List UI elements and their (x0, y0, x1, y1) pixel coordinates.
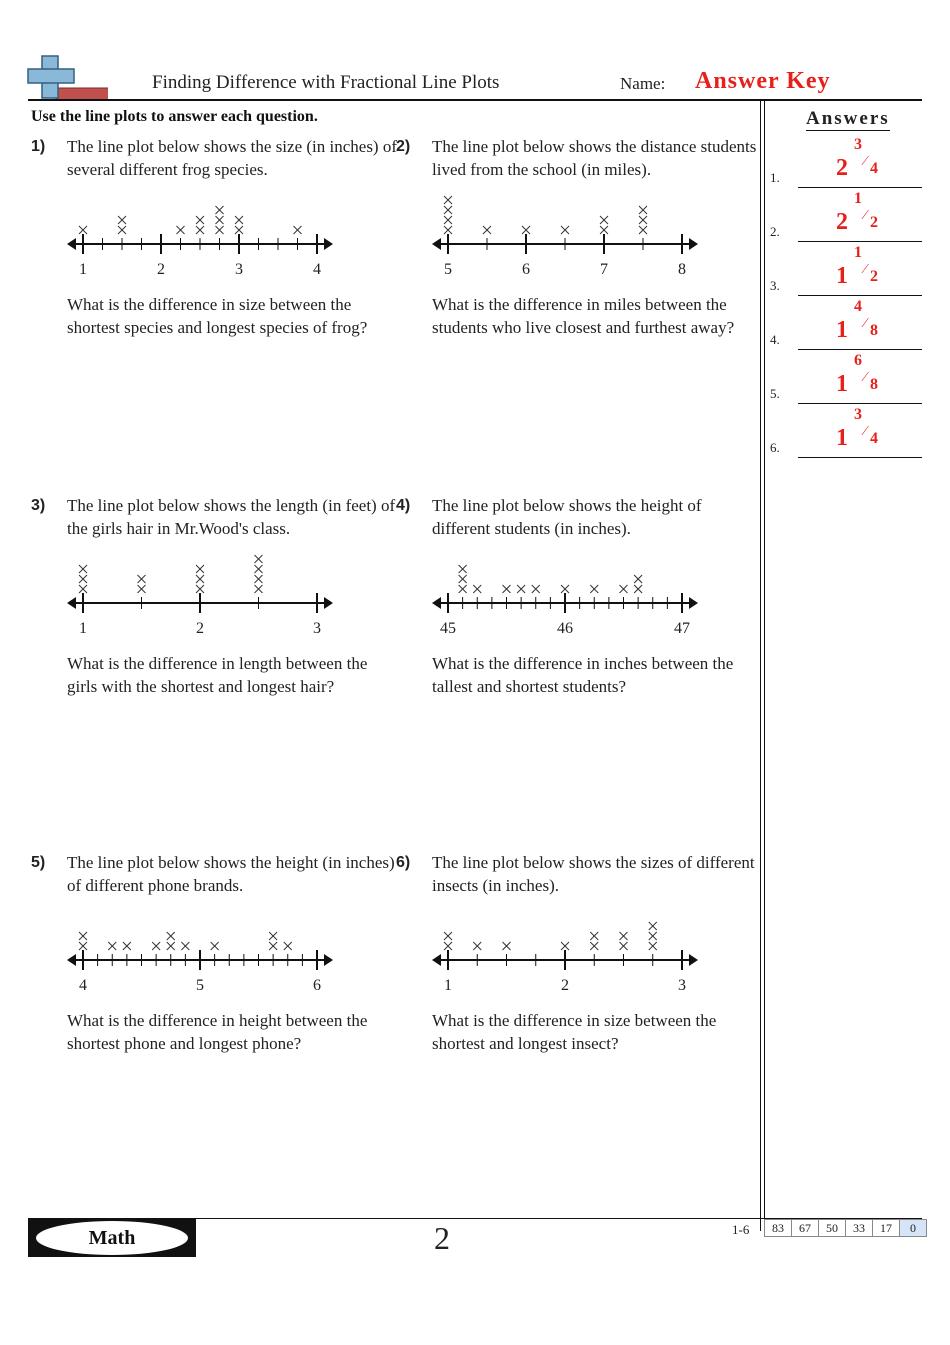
data-mark-x (483, 226, 491, 234)
answer-numerator: 6 (854, 352, 862, 369)
name-label: Name: (620, 74, 666, 93)
line-plot (65, 188, 345, 278)
question-intro: The line plot below shows the height of different students (in inches). (432, 496, 702, 538)
data-mark-x (269, 932, 277, 940)
data-mark-x (196, 585, 204, 593)
question-prompt: What is the difference in size between the shortest and longest insect? (432, 1011, 717, 1053)
answer-whole: 1 (836, 263, 848, 289)
answer-denominator: 4 (870, 430, 878, 447)
answer-numerator: 3 (854, 136, 862, 153)
data-mark-x (216, 206, 224, 214)
line-plot (430, 188, 710, 278)
data-mark-x (561, 942, 569, 950)
data-mark-x (167, 942, 175, 950)
data-mark-x (108, 942, 116, 950)
answer-number: 1. (770, 170, 780, 185)
data-mark-x (639, 206, 647, 214)
answer-number: 6. (770, 440, 780, 455)
score-range: 1-6 (732, 1222, 750, 1237)
data-mark-x (79, 932, 87, 940)
tick-label: 6 (313, 977, 321, 994)
question-number: 2) (396, 138, 411, 155)
question-number: 3) (31, 497, 46, 514)
answer-number: 4. (770, 332, 780, 347)
data-mark-x (444, 942, 452, 950)
data-mark-x (255, 575, 263, 583)
data-mark-x (196, 216, 204, 224)
arrow-right-icon (324, 238, 333, 250)
arrow-left-icon (432, 597, 441, 609)
data-mark-x (211, 942, 219, 950)
question-prompt: What is the difference in size between the shortest species and longest species of frog? (67, 295, 368, 337)
tick-label: 47 (674, 620, 690, 637)
data-mark-x (590, 942, 598, 950)
page-title: Finding Difference with Fractional Line Plots (152, 72, 500, 93)
instructions: Use the line plots to answer each question. (31, 108, 318, 125)
data-mark-x (79, 585, 87, 593)
question-prompt: What is the difference in miles between the students who live closest and furthest away? (432, 295, 735, 337)
data-mark-x (138, 585, 146, 593)
arrow-right-icon (689, 597, 698, 609)
tick-label: 3 (235, 261, 243, 278)
answer-row (770, 300, 922, 350)
data-mark-x (196, 565, 204, 573)
line-plot (430, 904, 710, 994)
answer-line (798, 241, 922, 242)
question-prompt: What is the difference in height between the shortest phone and longest phone? (67, 1011, 368, 1053)
math-badge-label: Math (36, 1221, 188, 1255)
tick-label: 5 (444, 261, 452, 278)
data-mark-x (269, 942, 277, 950)
data-mark-x (181, 942, 189, 950)
answer-denominator: 2 (870, 268, 878, 285)
data-mark-x (255, 585, 263, 593)
question-intro: The line plot below shows the size (in inches) of several different frog species. (67, 137, 398, 179)
data-mark-x (196, 226, 204, 234)
data-mark-x (517, 585, 525, 593)
answer-numerator: 1 (854, 244, 862, 261)
tick-label: 2 (157, 261, 165, 278)
tick-label: 46 (557, 620, 573, 637)
score-cell: 0 (900, 1220, 926, 1236)
data-mark-x (649, 932, 657, 940)
data-mark-x (532, 585, 540, 593)
data-mark-x (639, 226, 647, 234)
arrow-right-icon (689, 238, 698, 250)
data-mark-x (561, 226, 569, 234)
answer-whole: 2 (836, 209, 848, 235)
question-prompt: What is the difference in length between the girls with the shortest and longest hair? (67, 654, 368, 696)
data-mark-x (600, 226, 608, 234)
data-mark-x (118, 216, 126, 224)
score-cell: 67 (792, 1220, 819, 1236)
data-mark-x (255, 565, 263, 573)
answer-row (770, 354, 922, 404)
data-mark-x (284, 942, 292, 950)
data-mark-x (522, 226, 530, 234)
arrow-left-icon (67, 238, 76, 250)
tick-label: 6 (522, 261, 530, 278)
answer-row (770, 138, 922, 188)
data-mark-x (620, 932, 628, 940)
answer-row (770, 408, 922, 458)
data-mark-x (649, 942, 657, 950)
data-mark-x (503, 942, 511, 950)
tick-label: 45 (440, 620, 456, 637)
logo-plus-icon (26, 54, 108, 100)
data-mark-x (79, 565, 87, 573)
data-mark-x (620, 942, 628, 950)
tick-label: 2 (561, 977, 569, 994)
data-mark-x (138, 575, 146, 583)
tick-label: 1 (79, 261, 87, 278)
arrow-left-icon (432, 954, 441, 966)
question-intro: The line plot below shows the distance students lived from the school (in miles). (432, 137, 757, 179)
arrow-left-icon (67, 954, 76, 966)
column-divider (764, 101, 765, 1231)
tick-label: 4 (313, 261, 321, 278)
data-mark-x (444, 216, 452, 224)
answer-whole: 1 (836, 371, 848, 397)
data-mark-x (444, 196, 452, 204)
line-plot (430, 547, 710, 637)
tick-label: 1 (79, 620, 87, 637)
fraction-slash: ⁄ (864, 154, 867, 169)
page-number: 2 (434, 1220, 450, 1256)
answer-number: 3. (770, 278, 780, 293)
fraction-slash: ⁄ (864, 262, 867, 277)
answer-line (798, 403, 922, 404)
score-cell: 83 (765, 1220, 792, 1236)
data-mark-x (444, 932, 452, 940)
data-mark-x (152, 942, 160, 950)
answer-number: 5. (770, 386, 780, 401)
data-mark-x (600, 216, 608, 224)
data-mark-x (590, 585, 598, 593)
answer-numerator: 3 (854, 406, 862, 423)
answer-line (798, 295, 922, 296)
data-mark-x (177, 226, 185, 234)
fraction-slash: ⁄ (864, 208, 867, 223)
data-mark-x (590, 932, 598, 940)
score-cell: 17 (873, 1220, 900, 1236)
data-mark-x (294, 226, 302, 234)
arrow-left-icon (67, 597, 76, 609)
answer-whole: 2 (836, 155, 848, 181)
data-mark-x (639, 216, 647, 224)
question-number: 5) (31, 854, 46, 871)
data-mark-x (649, 922, 657, 930)
data-mark-x (561, 585, 569, 593)
answer-whole: 1 (836, 317, 848, 343)
answer-key-label: Answer Key (695, 68, 831, 94)
answer-line (798, 187, 922, 188)
answer-numerator: 4 (854, 298, 862, 315)
data-mark-x (79, 575, 87, 583)
tick-label: 2 (196, 620, 204, 637)
question-number: 4) (396, 497, 411, 514)
question-intro: The line plot below shows the length (in feet) of the girls hair in Mr.Wood's class. (67, 496, 396, 538)
answer-line (798, 457, 922, 458)
line-plot (65, 547, 345, 637)
answer-numerator: 1 (854, 190, 862, 207)
tick-label: 3 (313, 620, 321, 637)
tick-label: 8 (678, 261, 686, 278)
question-number: 1) (31, 138, 46, 155)
data-mark-x (79, 942, 87, 950)
tick-label: 5 (196, 977, 204, 994)
fraction-slash: ⁄ (864, 316, 867, 331)
score-table (764, 1219, 927, 1237)
tick-label: 4 (79, 977, 87, 994)
question-intro: The line plot below shows the height (in inches) of different phone brands. (67, 853, 395, 895)
answer-row (770, 192, 922, 242)
answer-row (770, 246, 922, 296)
question-number: 6) (396, 854, 411, 871)
data-mark-x (255, 555, 263, 563)
answer-denominator: 2 (870, 214, 878, 231)
question-prompt: What is the difference in inches between the tallest and shortest students? (432, 654, 734, 696)
data-mark-x (118, 226, 126, 234)
arrow-right-icon (689, 954, 698, 966)
data-mark-x (167, 932, 175, 940)
data-mark-x (235, 226, 243, 234)
arrow-left-icon (432, 238, 441, 250)
arrow-right-icon (324, 597, 333, 609)
data-mark-x (634, 575, 642, 583)
data-mark-x (473, 942, 481, 950)
tick-label: 7 (600, 261, 608, 278)
header-divider (28, 99, 922, 101)
column-divider (760, 101, 761, 1231)
question-intro: The line plot below shows the sizes of different insects (in inches). (432, 853, 755, 895)
answer-denominator: 4 (870, 160, 878, 177)
data-mark-x (503, 585, 511, 593)
data-mark-x (79, 226, 87, 234)
answer-denominator: 8 (870, 322, 878, 339)
data-mark-x (216, 216, 224, 224)
arrow-right-icon (324, 954, 333, 966)
line-plot (65, 904, 345, 994)
answer-whole: 1 (836, 425, 848, 451)
answer-number: 2. (770, 224, 780, 239)
data-mark-x (123, 942, 131, 950)
score-cell: 33 (846, 1220, 873, 1236)
answers-title: Answers (806, 108, 890, 129)
data-mark-x (459, 585, 467, 593)
fraction-slash: ⁄ (864, 370, 867, 385)
data-mark-x (235, 216, 243, 224)
data-mark-x (444, 206, 452, 214)
data-mark-x (620, 585, 628, 593)
tick-label: 3 (678, 977, 686, 994)
data-mark-x (634, 585, 642, 593)
score-cell: 50 (819, 1220, 846, 1236)
tick-label: 1 (444, 977, 452, 994)
data-mark-x (444, 226, 452, 234)
data-mark-x (473, 585, 481, 593)
data-mark-x (459, 565, 467, 573)
answer-denominator: 8 (870, 376, 878, 393)
data-mark-x (216, 226, 224, 234)
data-mark-x (196, 575, 204, 583)
data-mark-x (459, 575, 467, 583)
answer-line (798, 349, 922, 350)
fraction-slash: ⁄ (864, 424, 867, 439)
